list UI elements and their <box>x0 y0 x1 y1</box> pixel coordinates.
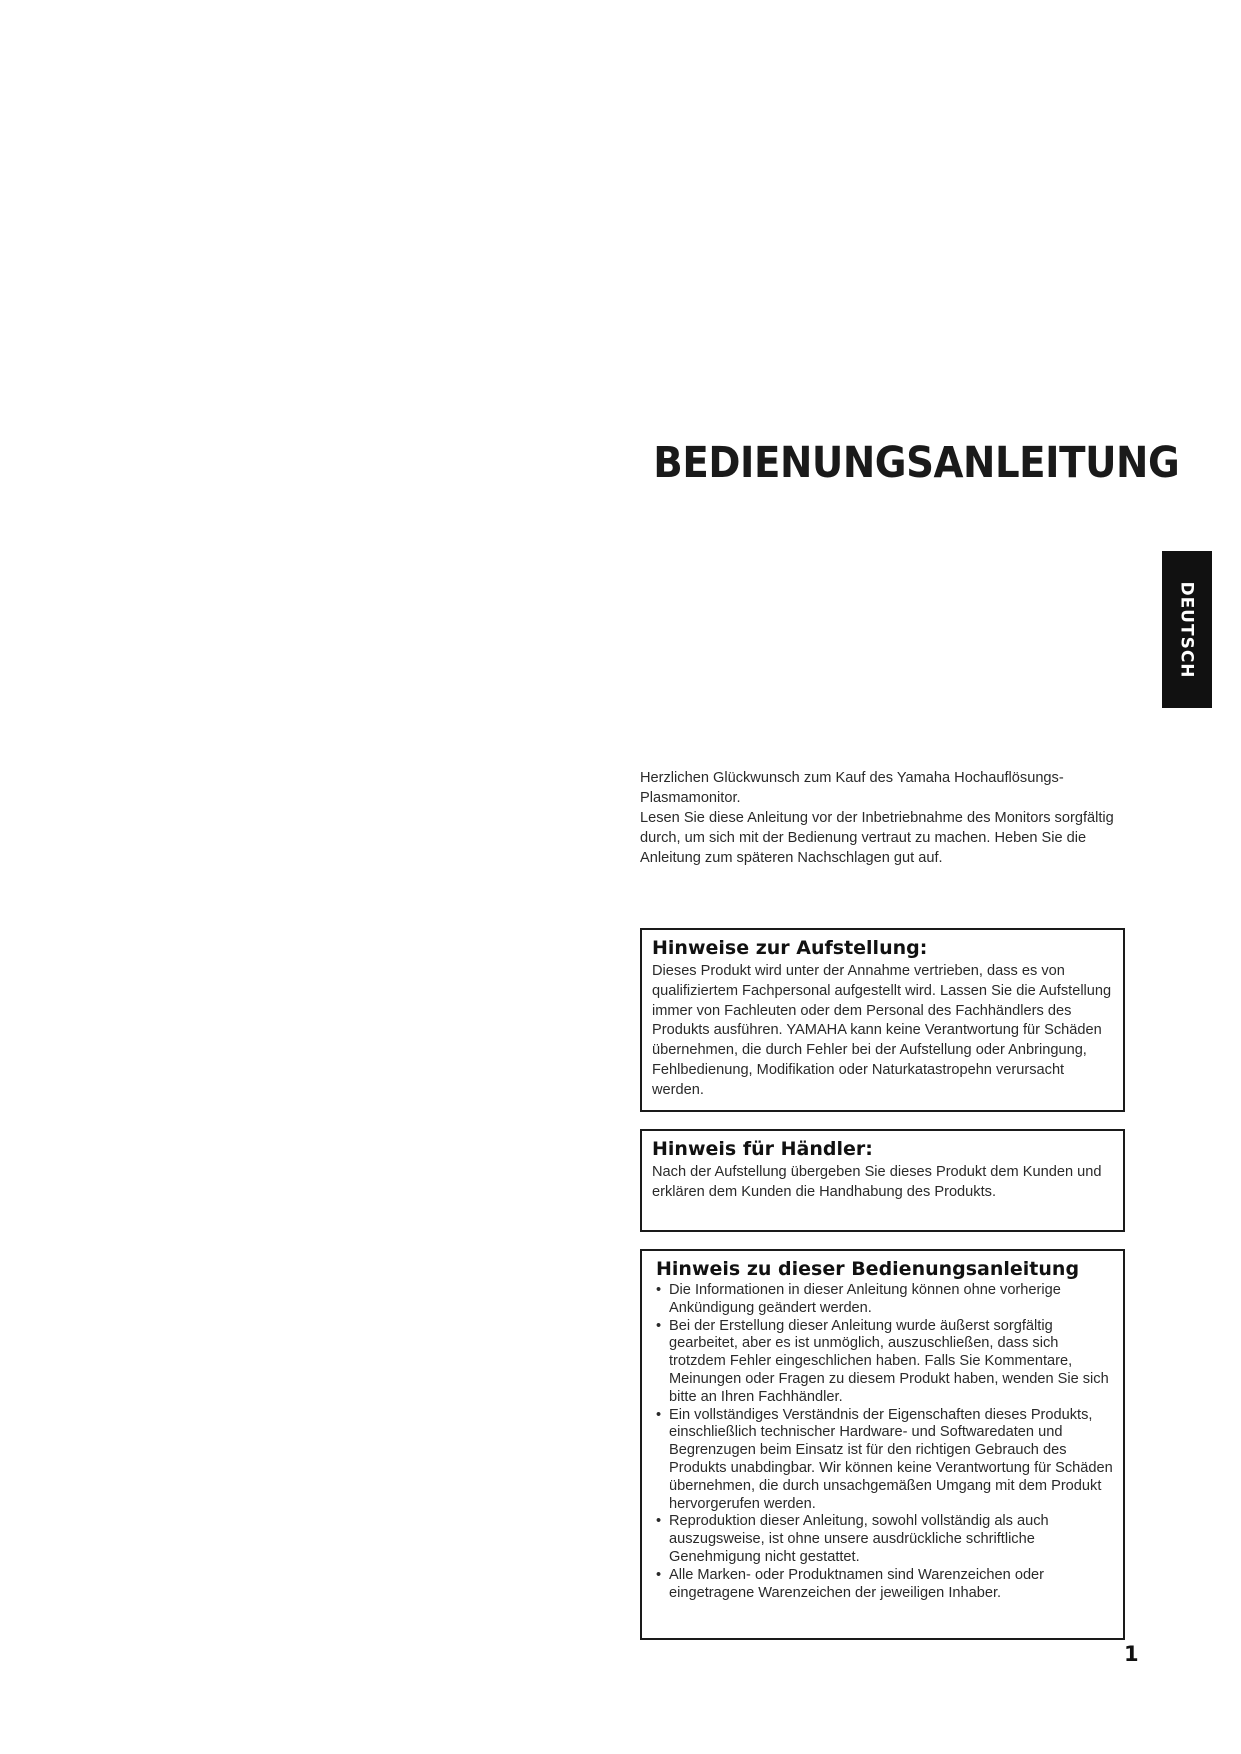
list-item: • Bei der Erstellung dieser Anleitung wurde äußerst sorgfältig gearbeitet, aber es ist unmöglich, auszuschließen, dass sich trotzdem Fehler eingeschlichen haben. Falls Sie Kommentare, Meinungen oder Fragen zu diesem Produkt haben, wenden Sie sich bitte an Ihren Fachhändler. <box>656 1318 1113 1407</box>
installation-notice-text: Dieses Produkt wird unter der Annahme vertrieben, dass es von qualifiziertem Fachpersonal aufgestellt wird. Lassen Sie die Aufstellung immer von Fachleuten oder dem Personal des Fachhändlers des Produkts ausführen. YAMAHA kann keine Verantwortung für Schäden übernehmen, die durch Fehler bei der Aufstellung oder Anbringung, Fehlbedienung, Modifikation oder Naturkatastropehn verursacht werden. <box>652 963 1112 1098</box>
document-title: BEDIENUNGSANLEITUNG <box>653 438 1180 488</box>
manual-notice-box <box>640 1249 1125 1640</box>
page-number: 1 <box>1124 1642 1139 1666</box>
dealer-notice-box <box>640 1129 1125 1232</box>
list-item: • Alle Marken- oder Produktnamen sind Warenzeichen oder eingetragene Warenzeichen der jeweiligen Inhaber. <box>656 1567 1113 1603</box>
intro-text <box>640 768 1120 868</box>
intro-paragraph-1: Herzlichen Glückwunsch zum Kauf des Yamaha Hochauflösungs-Plasmamonitor. <box>640 770 1064 806</box>
dealer-notice-text: Nach der Aufstellung übergeben Sie dieses Produkt dem Kunden und erklären dem Kunden die Handhabung des Produkts. <box>652 1164 1102 1200</box>
manual-notice-list <box>656 1282 1113 1602</box>
intro-paragraph-2: Lesen Sie diese Anleitung vor der Inbetriebnahme des Monitors sorgfältig durch, um sich mit der Bedienung vertraut zu machen. Heben Sie die Anleitung zum späteren Nachschlagen gut auf. <box>640 810 1114 866</box>
list-item: • Ein vollständiges Verständnis der Eigenschaften dieses Produkts, einschließlich technischer Hardware- und Softwaredaten und Begrenzugen beim Einsatz ist für den richtigen Gebrauch des Produkts unabdingbar. Wir können keine Verantwortung für Schäden übernehmen, die durch unsachgemäßen Umgang mit dem Produkt hervorgerufen werden. <box>656 1407 1113 1514</box>
dealer-notice-heading: Hinweis für Händler: <box>652 1138 873 1160</box>
language-tab <box>1162 551 1212 708</box>
language-tab-label: DEUTSCH <box>1177 580 1198 679</box>
list-item: • Die Informationen in dieser Anleitung können ohne vorherige Ankündigung geändert werden. <box>656 1282 1113 1318</box>
list-item: • Reproduktion dieser Anleitung, sowohl vollständig als auch auszugsweise, ist ohne unsere ausdrückliche schriftliche Genehmigung nicht gestattet. <box>656 1513 1113 1566</box>
installation-notice-heading: Hinweise zur Aufstellung: <box>652 937 928 959</box>
installation-notice-box <box>640 928 1125 1112</box>
manual-notice-heading: Hinweis zu dieser Bedienungsanleitung <box>656 1258 1080 1280</box>
